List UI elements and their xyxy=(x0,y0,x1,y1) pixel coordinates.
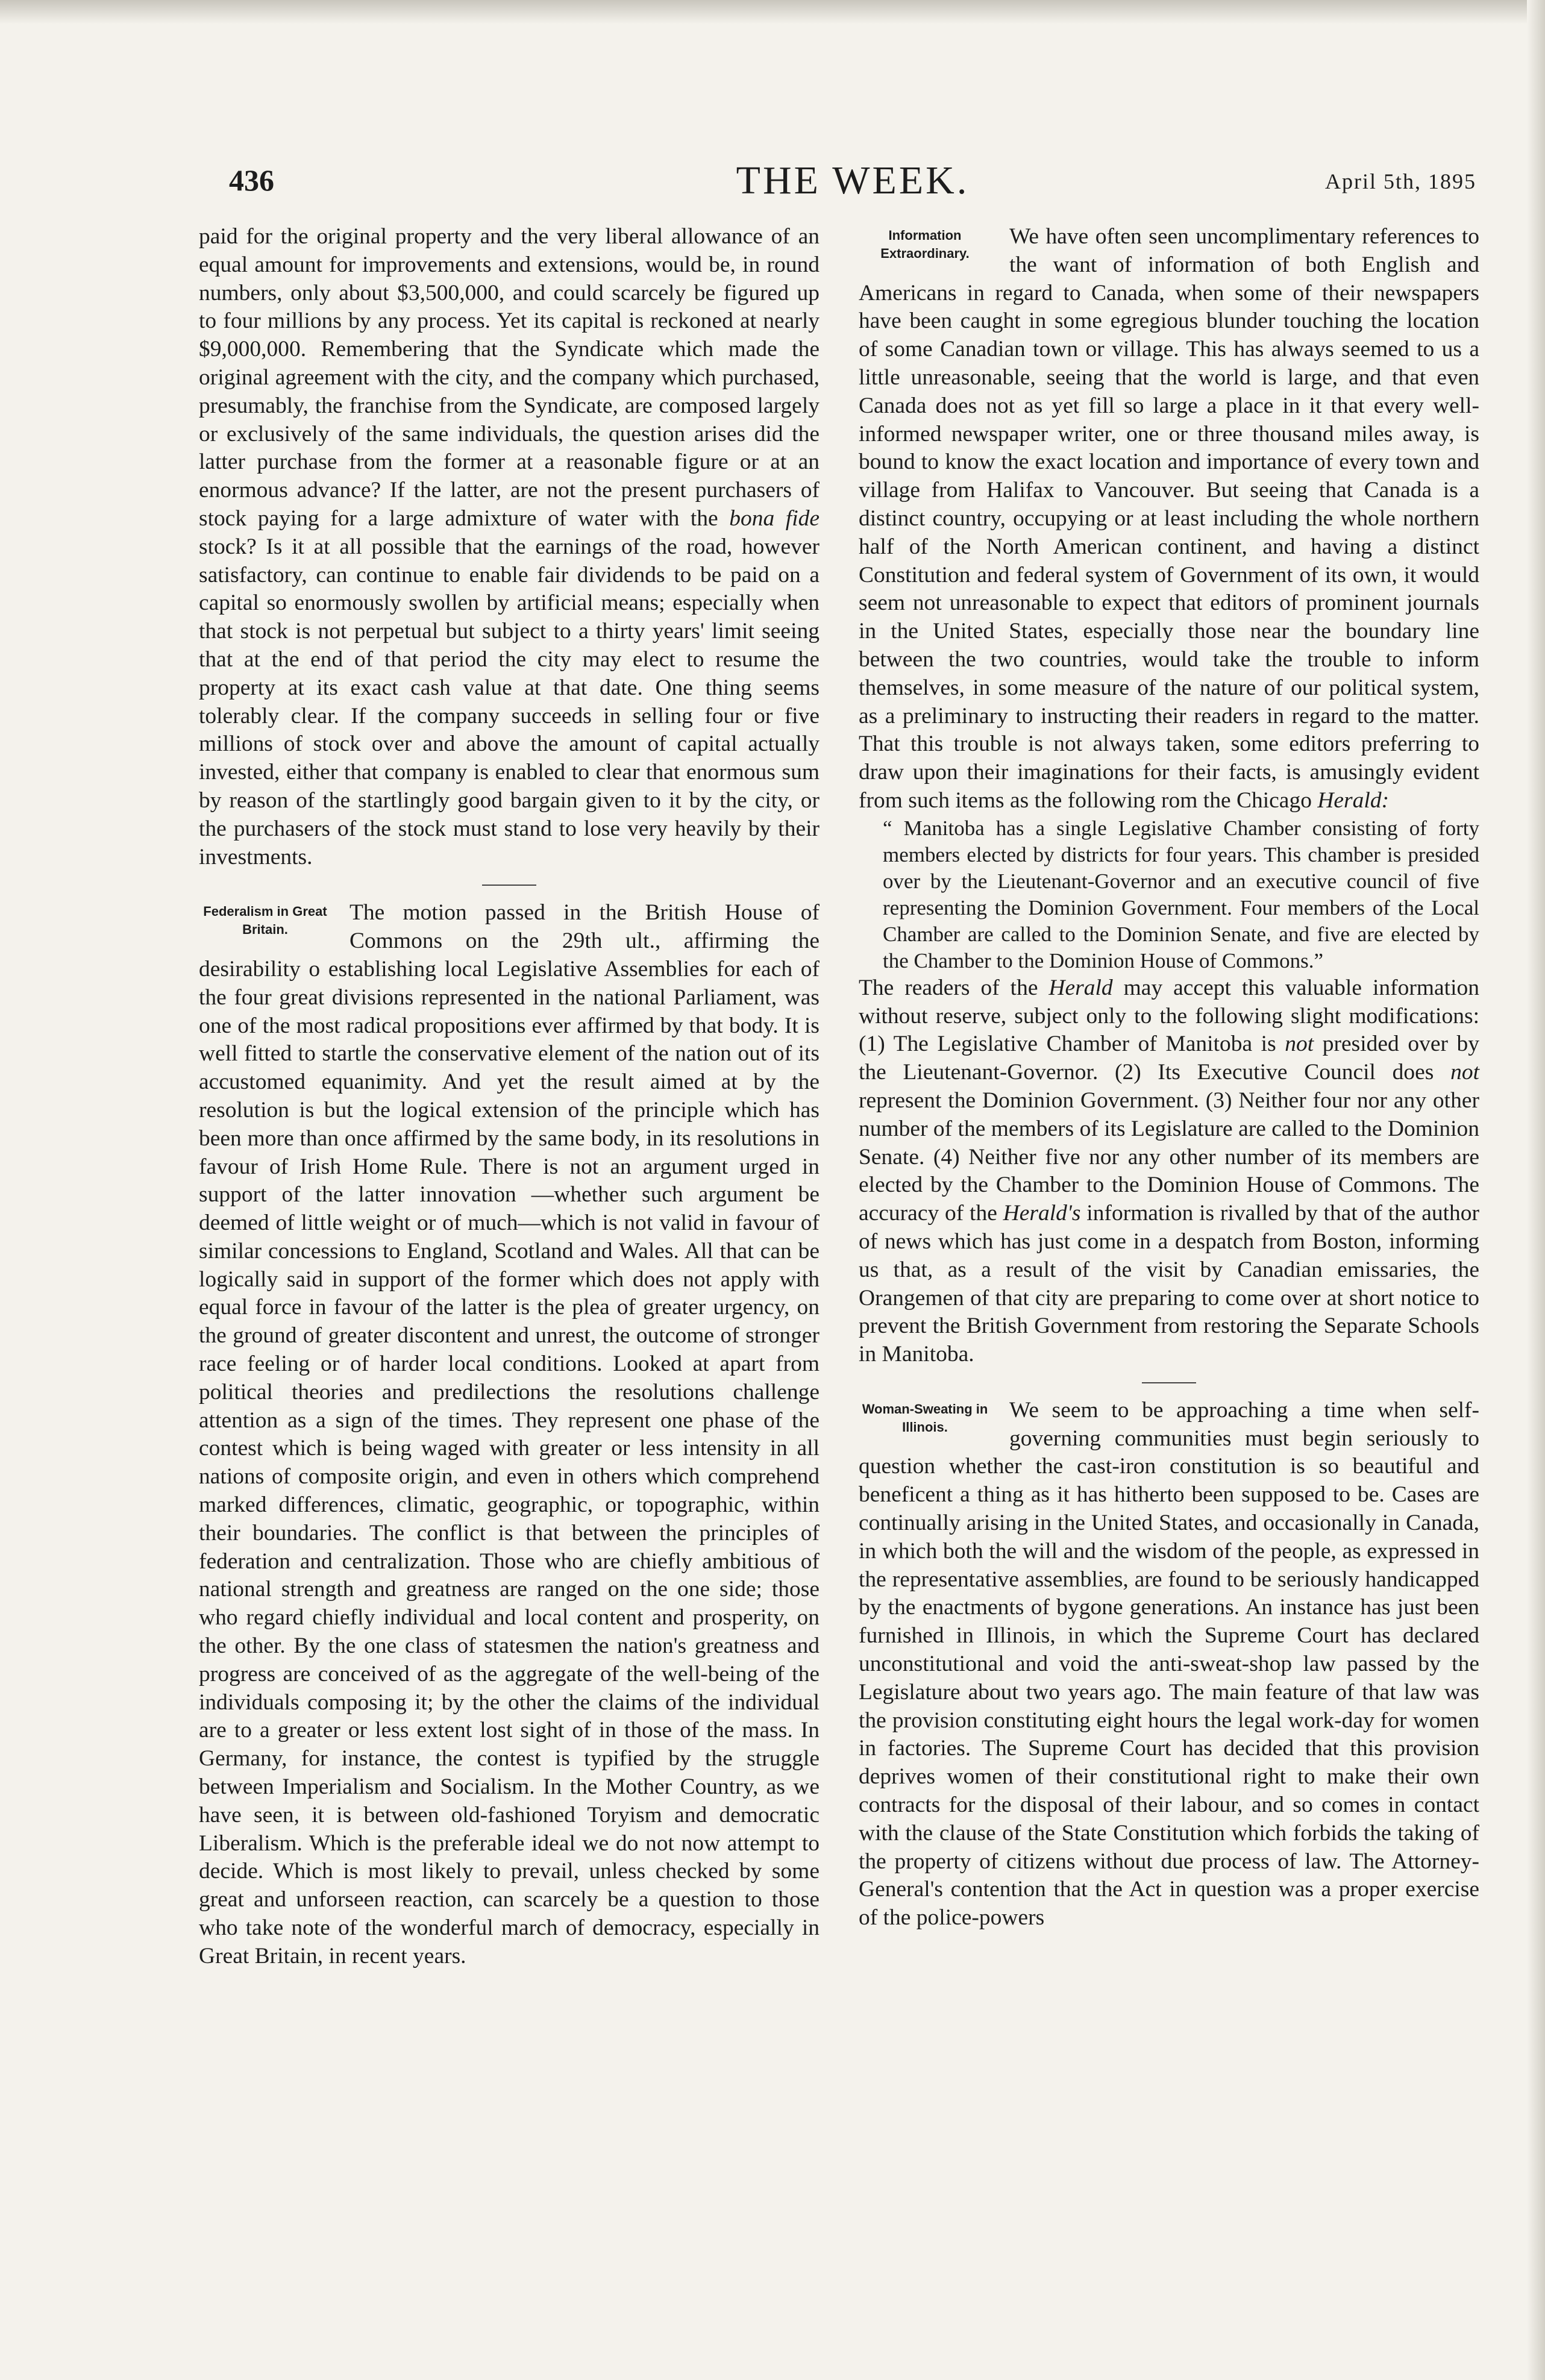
information-text-b2: may accept this valuable information without reserve, subject only to the following slight modifications: (1) The Legislative Chamber of Manitoba is xyxy=(859,975,1479,1057)
page-right-edge xyxy=(1527,0,1545,2380)
opening-italic: bona fide xyxy=(729,506,820,531)
issue-date: April 5th, 1895 xyxy=(1325,169,1476,193)
opening-paragraph xyxy=(199,223,820,871)
herald-quote: “ Manitoba has a single Legislative Chamber consisting of forty members elected by districts for four years. This chamber is presided over by the Lieutenant-Governor and an executive council of five representing the Dominion Government. Four members of the Local Chamber are called to the Dominion Senate, and five are elected by the Chamber to the Dominion House of Commons.” xyxy=(883,816,1479,972)
federalism-text: The motion passed in the British House of Commons on the 29th ult., affirming the desirability o establishing local Legislative Assemblies for each of the four great divisions represented in the national Parliament, was one of the most radical propositions ever affirmed by that body. It is well fitted to startle the conservative element of the nation out of its accustomed equanimity. And yet the result aimed at by the resolution is but the logical extension of the principle which has been more than once affirmed by the same body, in its resolutions in favour of Irish Home Rule. There is not an argument urged in support of the latter innovation —whether such argument be deemed of little weight or of much—which is not valid in favour of similar concessions to England, Scotland and Wales. All that can be logically said in support of the former which does not apply with equal force in favour of the latter is the plea of greater urgency, on the ground of greater discontent and unrest, the outcome of stronger race feeling or of harder local conditions. Looked at apart from political theories and predilections the resolutions challenge attention as a sign of the times. They represent one phase of the contest which is being waged with greater or less intensity in all nations of composite origin, and even in others which comprehend marked differences, climatic, geographic, or topographic, within their boundaries. The conflict is that between the principles of federation and centralization. Those who are chiefly ambitious of national strength and greatness are ranged on the one side; those who regard chiefly individual and local content and prosperity, on the other. By the one class of statesmen the nation's greatness and progress are conceived of as the aggregate of the well-being of the individuals composing it; by the other the claims of the individual are to a greater or less extent lost sight of in those of the mass. In Germany, for instance, the contest is typified by the struggle between Imperialism and Socialism. In the Mother Country, as we have seen, it is between old-fashioned Toryism and democratic Liberalism. Which is the preferable ideal we do not now attempt to decide. Which is most likely to prevail, unless checked by some great and unforseen reaction, can scarcely be a question to those who take note of the wonderful march of democracy, especially in Great Britain, in recent years. xyxy=(199,900,820,1968)
not-italic-1: not xyxy=(1285,1032,1314,1057)
information-text-b3: presided over by the Lieutenant-Governor. (2) Its Executive Council does xyxy=(859,1032,1480,1085)
information-text: We have often seen uncomplimentary references to the want of information of both English and Americans in regard to Canada, when some of their newspapers have been caught in some egregious blunder touching the location of some Canadian town or village. This has always seemed to us a little unreasonable, seeing that the world is large, and that even Canada does not as yet fill so large a place in it that every well-informed newspaper writer, one or three thousand miles away, is bound to know the exact location and importance of every town and village from Halifax to Vancouver. But seeing that Canada is a distinct country, occupying or at least including the whole northern half of the North American continent, and having a distinct Constitution and federal system of Government of its own, it would seem not unreasonable to expect that editors of prominent journals in the United States, especially those near the boundary line between the two countries, would take the trouble to inform themselves, in some measure of the nature of our political system, as a preliminary to instructing their readers in regard to the matter. That this trouble is not always taken, some editors preferring to draw upon their imaginations for their facts, is amusingly evident from such items as the following rom the Chicago xyxy=(859,224,1479,813)
masthead-title: THE WEEK. xyxy=(736,158,970,202)
side-heading-federalism: Federalism in Great Britain. xyxy=(203,904,327,938)
page-number: 436 xyxy=(229,163,274,197)
information-text-b xyxy=(859,974,1479,1369)
information-text-a xyxy=(859,223,1479,815)
page-header xyxy=(229,158,1476,206)
herald-italic: Herald: xyxy=(1317,788,1390,813)
information-section xyxy=(859,223,1479,1369)
information-text-b4: represent the Dominion Government. (3) Neither four nor any other number of the members of its Legislature are called to the Dominion Senate. (4) Neither five nor any other number of its members are elected by the Chamber to the Dominion House of Commons. The accuracy of the xyxy=(859,1088,1479,1226)
opening-text: paid for the original property and the very liberal allowance of an equal amount for improvements and extensions, would be, in round numbers, only about $3,500,000, and could scarcely be figured up to four millions by any process. Yet its capital is reckoned at nearly $9,000,000. Remembering that the Syndicate which made the original agreement with the city, and the company which purchased, presumably, the franchise from the Syndicate, are composed largely or exclusively of the same individuals, the question arises did the latter purchase from the former at a reasonable figure or at an enormous advance? If the latter, are not the present purchasers of stock paying for a large admixture of water with the xyxy=(199,224,820,531)
federalism-section xyxy=(199,899,820,1970)
side-heading-information: Information Extraordinary. xyxy=(880,228,970,261)
right-column xyxy=(859,223,1479,1932)
heralds-italic: Herald's xyxy=(1003,1201,1081,1226)
woman-sweating-section xyxy=(859,1397,1479,1932)
page-top-edge xyxy=(0,0,1545,24)
information-text-b1: The readers of the xyxy=(859,975,1038,1000)
not-italic-2: not xyxy=(1450,1060,1479,1085)
side-heading-woman-sweating: Woman-Sweating in Illinois. xyxy=(862,1401,988,1435)
section-divider-right xyxy=(1142,1382,1196,1383)
left-column xyxy=(199,223,820,1971)
information-text-b5: information is rivalled by that of the author of news which has just come in a despatch from Boston, informing us that, as a result of the visit by Canadian emissaries, the Orangemen of that city are preparing to come over at short notice to prevent the British Government from restoring the Separate Schools in Manitoba. xyxy=(859,1201,1479,1367)
herald-italic-2: Herald xyxy=(1048,975,1113,1000)
opening-text-rest: stock? Is it at all possible that the earnings of the road, however satisfactory, can continue to enable fair dividends to be paid on a capital so enormously swollen by artificial means; especially when that stock is not perpetual but subject to a thirty years' limit seeing that at the end of that period the city may elect to resume the property at its exact cash value at that date. One thing seems tolerably clear. If the company succeeds in selling four or five millions of stock over and above the amount of capital actually invested, either that company is enabled to clear that enormous sum by reason of the startlingly good bargain given to it by the city, or the purchasers of the stock must stand to lose very heavily by their investments. xyxy=(199,534,820,869)
section-divider xyxy=(482,885,536,886)
woman-sweating-text: We seem to be approaching a time when self-governing communities must begin seriously to question whether the cast-iron constitution is so beautiful and beneficent a thing as it has hitherto been supposed to be. Cases are continually arising in the United States, and occasionally in Canada, in which both the will and the wisdom of the people, as expressed in the representative assemblies, are found to be seriously handicapped by the enactments of bygone generations. An instance has just been furnished in Illinois, in which the Supreme Court has declared unconstitutional and void the anti-sweat-shop law passed by the Legislature about two years ago. The main feature of that law was the provision constituting eight hours the legal work-day for women in factories. The Supreme Court has decided that this provision deprives women of their constitutional right to make their own contracts for the disposal of their labour, and so comes in contact with the clause of the State Constitution which forbids the taking of the property of citizens without due process of law. The Attorney-General's contention that the Act in question was a proper exercise of the police-powers xyxy=(859,1397,1479,1931)
